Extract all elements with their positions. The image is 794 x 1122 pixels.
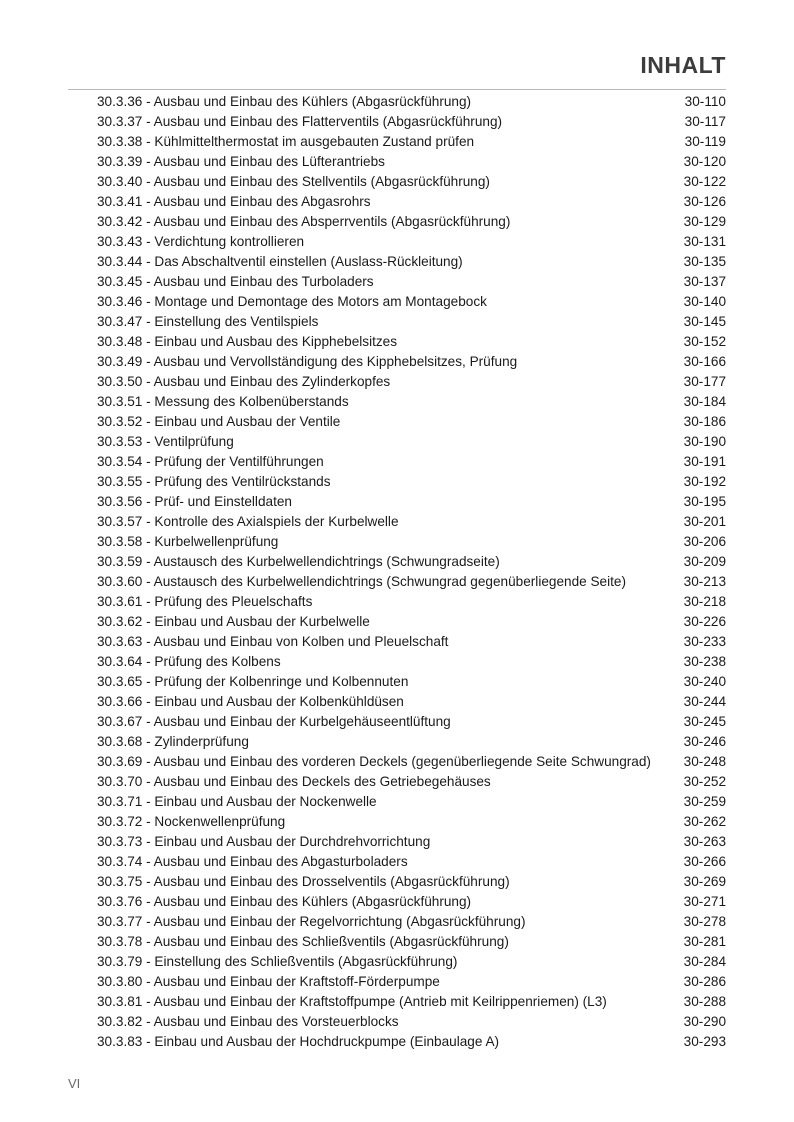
toc-entry-page: 30-233: [683, 634, 726, 649]
toc-entry[interactable]: [97, 472, 726, 492]
toc-entry[interactable]: [97, 432, 726, 452]
toc-entry[interactable]: [97, 592, 726, 612]
toc-entry-page: 30-152: [683, 334, 726, 349]
toc-entry[interactable]: [97, 732, 726, 752]
toc-entry[interactable]: [97, 572, 726, 592]
toc-entry[interactable]: [97, 872, 726, 892]
toc-entry[interactable]: [97, 92, 726, 112]
toc-entry-title: 30.3.48 - Einbau und Ausbau des Kipphebelsitzes: [97, 334, 398, 349]
toc-entry[interactable]: [97, 972, 726, 992]
toc-entry-title: 30.3.77 - Ausbau und Einbau der Regelvorrichtung (Abgasrückführung): [97, 914, 526, 929]
toc-entry-title: 30.3.43 - Verdichtung kontrollieren: [97, 234, 305, 249]
toc-entry[interactable]: [97, 392, 726, 412]
toc-entry[interactable]: [97, 312, 726, 332]
toc-entry[interactable]: [97, 152, 726, 172]
toc-entry-title: 30.3.42 - Ausbau und Einbau des Absperrventils (Abgasrückführung): [97, 214, 511, 229]
toc-entry-title: 30.3.58 - Kurbelwellenprüfung: [97, 534, 279, 549]
toc-entry-page: 30-145: [683, 314, 726, 329]
toc-entry-title: 30.3.75 - Ausbau und Einbau des Drosselventils (Abgasrückführung): [97, 874, 510, 889]
toc-entry-page: 30-288: [683, 994, 726, 1009]
page-number: VI: [68, 1076, 81, 1091]
toc-entry-page: 30-201: [683, 514, 726, 529]
toc-entry-title: 30.3.59 - Austausch des Kurbelwellendichtrings (Schwungradseite): [97, 554, 500, 569]
toc-entry[interactable]: [97, 532, 726, 552]
toc-entry-page: 30-117: [684, 114, 726, 129]
toc-entry-title: 30.3.60 - Austausch des Kurbelwellendichtrings (Schwungrad gegenüberliegende Seite): [97, 574, 626, 589]
toc-entry-title: 30.3.64 - Prüfung des Kolbens: [97, 654, 281, 669]
toc-entry-title: 30.3.47 - Einstellung des Ventilspiels: [97, 314, 319, 329]
toc-entry-title: 30.3.78 - Ausbau und Einbau des Schließventils (Abgasrückführung): [97, 934, 509, 949]
toc-entry[interactable]: [97, 512, 726, 532]
toc-entry-title: 30.3.73 - Einbau und Ausbau der Durchdrehvorrichtung: [97, 834, 431, 849]
toc-entry[interactable]: [97, 632, 726, 652]
toc-entry-title: 30.3.52 - Einbau und Ausbau der Ventile: [97, 414, 341, 429]
toc-entry[interactable]: [97, 492, 726, 512]
toc-entry-title: 30.3.70 - Ausbau und Einbau des Deckels des Getriebegehäuses: [97, 774, 491, 789]
toc-entry-title: 30.3.37 - Ausbau und Einbau des Flatterventils (Abgasrückführung): [97, 114, 503, 129]
toc-entry[interactable]: [97, 552, 726, 572]
toc-entry-title: 30.3.66 - Einbau und Ausbau der Kolbenkühldüsen: [97, 694, 404, 709]
toc-entry-title: 30.3.79 - Einstellung des Schließventils (Abgasrückführung): [97, 954, 458, 969]
toc-entry[interactable]: [97, 292, 726, 312]
toc-entry-title: 30.3.56 - Prüf- und Einstelldaten: [97, 494, 292, 509]
toc-entry-page: 30-240: [683, 674, 726, 689]
toc-entry[interactable]: [97, 912, 726, 932]
toc-entry[interactable]: [97, 892, 726, 912]
toc-entry[interactable]: [97, 172, 726, 192]
toc-entry-page: 30-246: [683, 734, 726, 749]
toc-entry-page: 30-190: [683, 434, 726, 449]
toc-entry-page: 30-209: [683, 554, 726, 569]
toc-entry-title: 30.3.51 - Messung des Kolbenüberstands: [97, 394, 349, 409]
toc-entry-title: 30.3.54 - Prüfung der Ventilführungen: [97, 454, 324, 469]
toc-entry-page: 30-218: [683, 594, 726, 609]
toc-entry-title: 30.3.81 - Ausbau und Einbau der Kraftstoffpumpe (Antrieb mit Keilrippenriemen) (L3): [97, 994, 607, 1009]
toc-entry-page: 30-248: [683, 754, 726, 769]
toc-entry[interactable]: [97, 712, 726, 732]
toc-entry-title: 30.3.36 - Ausbau und Einbau des Kühlers (Abgasrückführung): [97, 94, 472, 109]
toc-entry[interactable]: [97, 812, 726, 832]
toc-entry-page: 30-244: [683, 694, 726, 709]
toc-entry[interactable]: [97, 272, 726, 292]
toc-entry[interactable]: [97, 932, 726, 952]
toc-entry[interactable]: [97, 992, 726, 1012]
toc-entry-page: 30-213: [683, 574, 726, 589]
toc-entry-title: 30.3.71 - Einbau und Ausbau der Nockenwelle: [97, 794, 377, 809]
toc-entry-page: 30-290: [683, 1014, 726, 1029]
toc-entry-page: 30-129: [683, 214, 726, 229]
toc-entry[interactable]: [97, 252, 726, 272]
toc-entry-title: 30.3.44 - Das Abschaltventil einstellen (Auslass-Rückleitung): [97, 254, 463, 269]
toc-entry-page: 30-195: [683, 494, 726, 509]
toc-entry-title: 30.3.57 - Kontrolle des Axialspiels der Kurbelwelle: [97, 514, 399, 529]
toc-entry-page: 30-120: [683, 154, 726, 169]
toc-entry[interactable]: [97, 352, 726, 372]
toc-entry-title: 30.3.63 - Ausbau und Einbau von Kolben und Pleuelschaft: [97, 634, 449, 649]
toc-entry-title: 30.3.38 - Kühlmittelthermostat im ausgebauten Zustand prüfen: [97, 134, 475, 149]
toc-entry-page: 30-259: [683, 794, 726, 809]
toc-entry[interactable]: [97, 1012, 726, 1032]
toc-entry[interactable]: [97, 452, 726, 472]
toc-entry[interactable]: [97, 192, 726, 212]
toc-entry-page: 30-269: [683, 874, 726, 889]
toc-entry-title: 30.3.46 - Montage und Demontage des Motors am Montagebock: [97, 294, 487, 309]
toc-entry-page: 30-191: [683, 454, 726, 469]
toc-entry-page: 30-206: [683, 534, 726, 549]
toc-entry-page: 30-135: [683, 254, 726, 269]
toc-entry[interactable]: [97, 772, 726, 792]
toc-entry-page: 30-252: [683, 774, 726, 789]
toc-entry[interactable]: [97, 212, 726, 232]
toc-entry-page: 30-122: [683, 174, 726, 189]
toc-entry[interactable]: [97, 412, 726, 432]
toc-entry[interactable]: [97, 132, 726, 152]
toc-entry[interactable]: [97, 952, 726, 972]
toc-entry-page: 30-131: [683, 234, 726, 249]
toc-entry-page: 30-192: [683, 474, 726, 489]
toc-entry-page: 30-286: [683, 974, 726, 989]
toc-entry-page: 30-266: [683, 854, 726, 869]
toc-entry-title: 30.3.72 - Nockenwellenprüfung: [97, 814, 286, 829]
toc-entry[interactable]: [97, 672, 726, 692]
toc-entry-page: 30-137: [683, 274, 726, 289]
toc-entry-page: 30-262: [683, 814, 726, 829]
toc-entry[interactable]: [97, 112, 726, 132]
page-title: INHALT: [640, 52, 726, 78]
toc-entry-page: 30-226: [683, 614, 726, 629]
toc-entry-title: 30.3.55 - Prüfung des Ventilrückstands: [97, 474, 331, 489]
toc-entry[interactable]: [97, 752, 726, 772]
toc-entry-title: 30.3.45 - Ausbau und Einbau des Turboladers: [97, 274, 374, 289]
toc-entry-page: 30-126: [683, 194, 726, 209]
toc-entry-page: 30-278: [683, 914, 726, 929]
toc-entry-title: 30.3.65 - Prüfung der Kolbenringe und Kolbennuten: [97, 674, 409, 689]
toc-entry-title: 30.3.82 - Ausbau und Einbau des Vorsteuerblocks: [97, 1014, 399, 1029]
toc-entry-title: 30.3.41 - Ausbau und Einbau des Abgasrohrs: [97, 194, 371, 209]
toc-entry[interactable]: [97, 232, 726, 252]
toc-entry[interactable]: [97, 332, 726, 352]
table-of-contents: [97, 92, 726, 1052]
toc-entry-title: 30.3.40 - Ausbau und Einbau des Stellventils (Abgasrückführung): [97, 174, 490, 189]
toc-entry-page: 30-119: [684, 134, 726, 149]
toc-entry[interactable]: [97, 832, 726, 852]
toc-entry-page: 30-281: [683, 934, 726, 949]
toc-entry[interactable]: [97, 692, 726, 712]
toc-entry-page: 30-271: [683, 894, 726, 909]
toc-entry-title: 30.3.83 - Einbau und Ausbau der Hochdruckpumpe (Einbaulage A): [97, 1034, 500, 1049]
toc-entry-page: 30-263: [683, 834, 726, 849]
toc-entry-title: 30.3.68 - Zylinderprüfung: [97, 734, 249, 749]
toc-entry-page: 30-177: [683, 374, 726, 389]
toc-entry-page: 30-184: [683, 394, 726, 409]
toc-entry-page: 30-293: [683, 1034, 726, 1049]
toc-entry[interactable]: [97, 372, 726, 392]
toc-entry-title: 30.3.61 - Prüfung des Pleuelschafts: [97, 594, 313, 609]
toc-entry[interactable]: [97, 652, 726, 672]
toc-entry[interactable]: [97, 792, 726, 812]
toc-entry-page: 30-166: [683, 354, 726, 369]
toc-entry-page: 30-186: [683, 414, 726, 429]
toc-entry-title: 30.3.69 - Ausbau und Einbau des vorderen Deckels (gegenüberliegende Seite Schwungrad): [97, 754, 651, 769]
toc-entry-title: 30.3.53 - Ventilprüfung: [97, 434, 234, 449]
toc-entry[interactable]: [97, 852, 726, 872]
toc-entry-page: 30-284: [683, 954, 726, 969]
toc-entry-title: 30.3.39 - Ausbau und Einbau des Lüfterantriebs: [97, 154, 385, 169]
toc-entry-title: 30.3.49 - Ausbau und Vervollständigung des Kipphebelsitzes, Prüfung: [97, 354, 518, 369]
toc-entry-title: 30.3.50 - Ausbau und Einbau des Zylinderkopfes: [97, 374, 391, 389]
toc-entry-title: 30.3.80 - Ausbau und Einbau der Kraftstoff-Förderpumpe: [97, 974, 440, 989]
toc-entry-title: 30.3.62 - Einbau und Ausbau der Kurbelwelle: [97, 614, 370, 629]
toc-entry-page: 30-245: [683, 714, 726, 729]
toc-entry-title: 30.3.76 - Ausbau und Einbau des Kühlers (Abgasrückführung): [97, 894, 472, 909]
toc-entry-page: 30-140: [683, 294, 726, 309]
toc-entry-page: 30-238: [683, 654, 726, 669]
toc-entry-title: 30.3.74 - Ausbau und Einbau des Abgasturboladers: [97, 854, 408, 869]
header-divider: [68, 89, 726, 90]
toc-entry[interactable]: [97, 1032, 726, 1052]
toc-entry-title: 30.3.67 - Ausbau und Einbau der Kurbelgehäuseentlüftung: [97, 714, 451, 729]
toc-entry-page: 30-110: [684, 94, 726, 109]
toc-entry[interactable]: [97, 612, 726, 632]
